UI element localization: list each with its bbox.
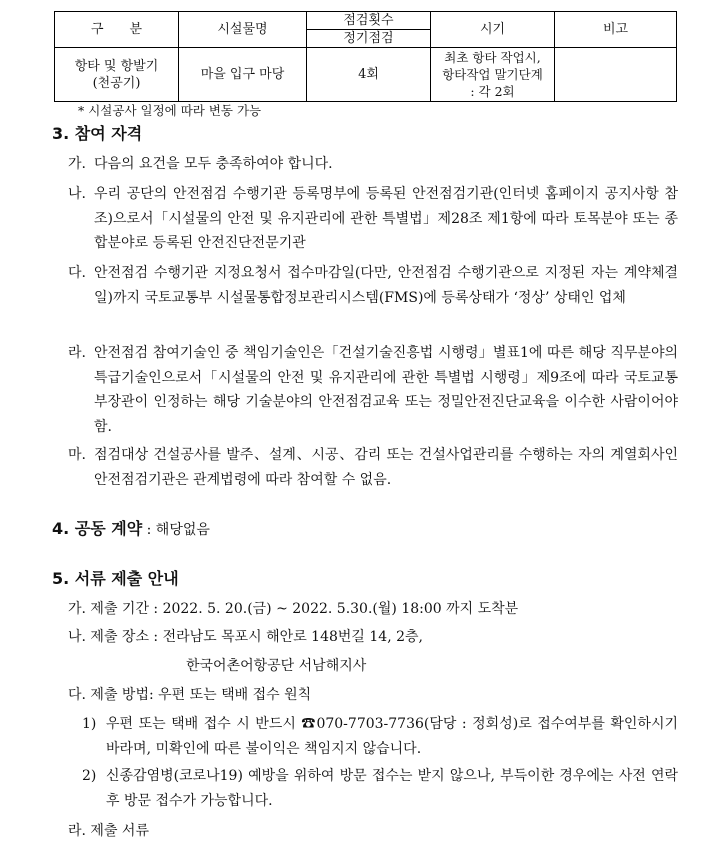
list-item xyxy=(68,443,678,492)
header-facility: 시설물명 xyxy=(179,12,307,48)
item-marker: 마. xyxy=(68,447,86,463)
section5-title: 5. 서류 제출 안내 xyxy=(52,569,179,588)
table-row xyxy=(55,48,677,102)
cell-count: 4회 xyxy=(307,48,431,102)
list-item xyxy=(82,712,678,761)
header-count: 점검횟수 xyxy=(307,12,431,30)
cell-facility: 마을 입구 마당 xyxy=(179,48,307,102)
submission-documents: 라. 제출 서류 xyxy=(68,823,149,839)
submission-place-org: 한국어촌어항공단 서남해지사 xyxy=(186,658,367,674)
submission-place: 나. 제출 장소 : 전라남도 목포시 해안로 148번길 14, 2층, xyxy=(68,629,423,645)
section3-title: 3. 참여 자격 xyxy=(52,124,143,143)
cell-period-line1: 최초 항타 작업시, xyxy=(444,50,541,65)
list-item xyxy=(68,261,678,310)
header-period: 시기 xyxy=(431,12,555,48)
section4-value: : 해당없음 xyxy=(142,522,210,538)
item-text: 안전점검 수행기관 지정요청서 접수마감일(다만, 안전점검 수행기관으로 지정된 자는 계약체결일)까지 국토교통부 시설물통합정보관리시스템(FMS)에 등록상태가 ‘정상’ 상태인 업체 xyxy=(94,265,678,306)
item-marker: 다. xyxy=(68,265,86,281)
submission-period: 가. 제출 기간 : 2022. 5. 20.(금) ~ 2022. 5.30.(월) 18:00 까지 도착분 xyxy=(68,601,519,617)
header-category: 구 분 xyxy=(55,12,179,48)
table-header-row xyxy=(55,12,677,30)
inspection-schedule-table xyxy=(54,11,677,102)
item-marker: 라. xyxy=(68,345,86,361)
list-item xyxy=(82,764,678,813)
item-text: 점검대상 건설공사를 발주、설계、시공、감리 또는 건설사업관리를 수행하는 자의 계열회사인 안전점검기관은 관계법령에 따라 참여할 수 없음. xyxy=(94,447,678,488)
submission-method: 다. 제출 방법: 우편 또는 택배 접수 원칙 xyxy=(68,687,312,703)
item-text: 다음의 요건을 모두 충족하여야 합니다. xyxy=(94,156,333,172)
item-text: 우리 공단의 안전점검 수행기관 등록명부에 등록된 안전점검기관(인터넷 홈페이지 공지사항 참조)으로서「시설물의 안전 및 유지관리에 관한 특별법」제28조 제1항에 따라 토목분야 또는 종합분야로 등록된 안전진단전문기관 xyxy=(94,186,678,251)
item-marker: 2) xyxy=(82,768,97,784)
cell-period xyxy=(431,48,555,102)
list-item xyxy=(68,341,678,439)
cell-period-line2: 항타작업 말기단계 xyxy=(442,67,543,82)
schedule-note: * 시설공사 일정에 따라 변동 가능 xyxy=(78,103,262,118)
item-text: 안전점검 참여기술인 중 책임기술인은「건설기술진흥법 시행령」별표1에 따른 해당 직무분야의 특급기술인으로서「시설물의 안전 및 유지관리에 관한 특별법 시행령」제9조에 따라 국토교통부장관이 인정하는 해당 기술분야의 안전점검교육 또는 정밀안전진단교육을 이수한 사람이어야 함. xyxy=(94,345,678,435)
section4-title xyxy=(52,516,210,539)
item-text: 우편 또는 택배 접수 시 반드시 ☎070-7703-7736(담당 : 정회성)로 접수여부를 확인하시기 바라며, 미확인에 따른 불이익은 책임지지 않습니다. xyxy=(106,716,678,757)
cell-remarks xyxy=(555,48,677,102)
item-marker: 1) xyxy=(82,716,97,732)
item-text: 신종감염병(코로나19) 예방을 위하여 방문 접수는 받지 않으나, 부득이한 경우에는 사전 연락 후 방문 접수가 가능합니다. xyxy=(106,768,678,809)
cell-category-line2: (천공기) xyxy=(92,75,141,91)
header-count-sub: 정기점검 xyxy=(307,30,431,48)
list-item xyxy=(68,182,678,256)
cell-category-line1: 항타 및 항발기 xyxy=(74,58,159,74)
cell-category xyxy=(55,48,179,102)
cell-period-line3: : 각 2회 xyxy=(470,84,515,99)
list-item xyxy=(68,152,678,177)
item-marker: 가. xyxy=(68,156,86,172)
section4-heading: 4. 공동 계약 xyxy=(52,519,143,538)
item-marker: 나. xyxy=(68,186,86,202)
header-remarks: 비고 xyxy=(555,12,677,48)
